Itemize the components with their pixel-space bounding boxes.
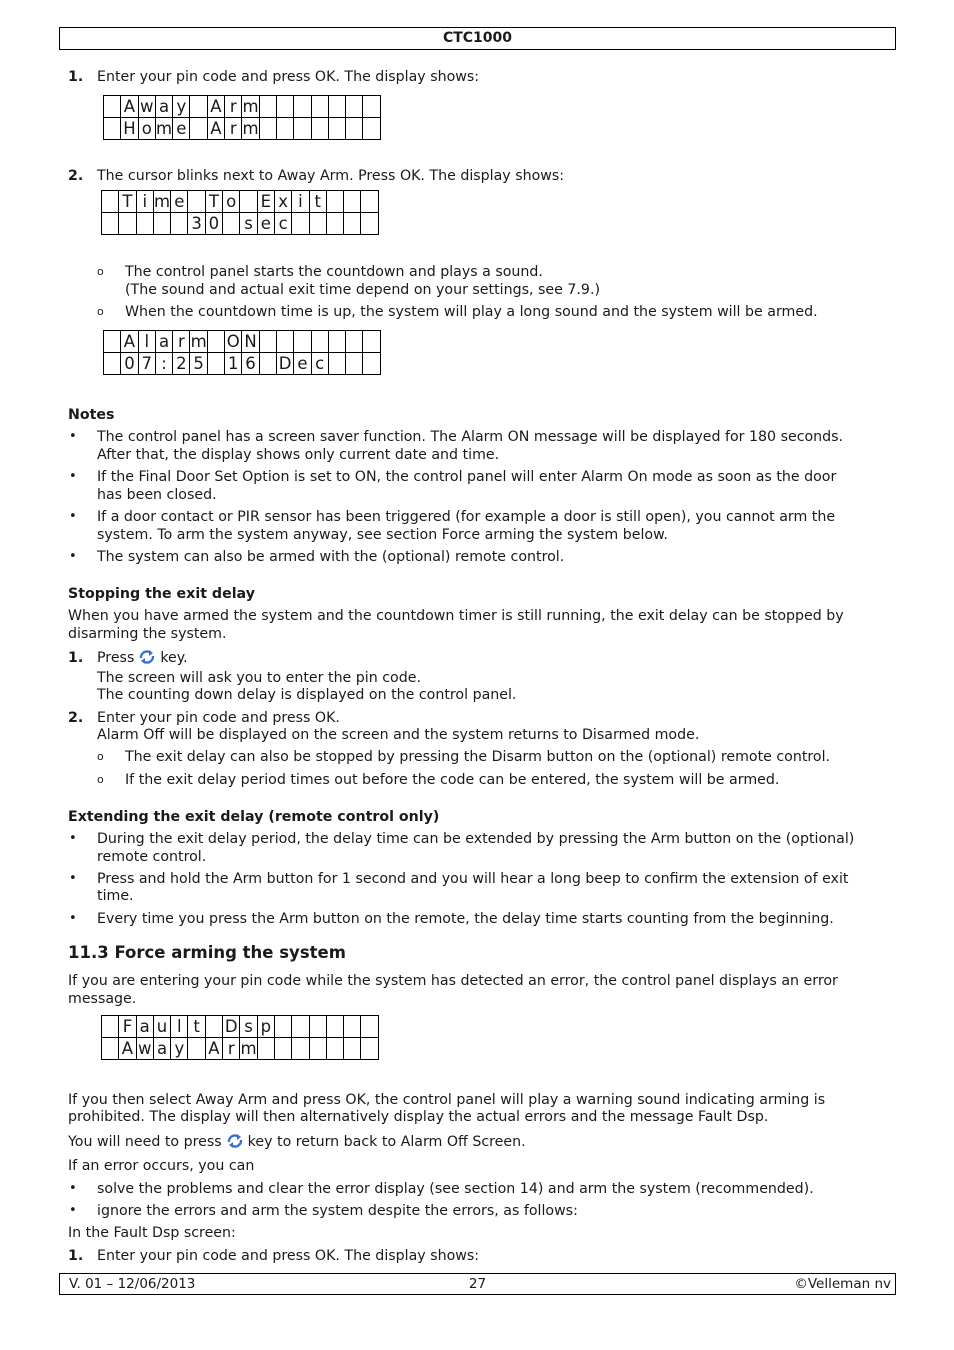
bullet-marker: • <box>69 911 77 926</box>
lcd-cell: A <box>121 331 138 353</box>
lcd-cell: 0 <box>121 353 138 375</box>
lcd-cell: a <box>136 1016 153 1038</box>
paragraph-post: key to return back to Alarm Off Screen. <box>247 1134 526 1150</box>
paragraph: When you have armed the system and the countdown timer is still running, the exit delay can be stopped by <box>68 608 844 624</box>
paragraph-pre: You will need to press <box>68 1134 222 1150</box>
lcd-cell <box>363 331 380 353</box>
lcd-cell <box>344 1016 361 1038</box>
lcd-cell: r <box>223 1038 240 1060</box>
lcd-row <box>104 331 381 353</box>
lcd-row <box>102 213 379 235</box>
lcd-cell <box>328 118 345 140</box>
lcd-cell: c <box>311 353 328 375</box>
lcd-cell <box>311 96 328 118</box>
sub-bullet-marker: o <box>97 750 104 763</box>
lcd-cell: e <box>294 353 311 375</box>
lcd-cell <box>259 118 276 140</box>
lcd-cell <box>346 331 363 353</box>
lcd-cell <box>207 331 224 353</box>
bullet-marker: • <box>69 509 77 524</box>
lcd-cell: o <box>138 118 155 140</box>
bullet-text: solve the problems and clear the error display (see section 14) and arm the system (recommended). <box>97 1181 814 1197</box>
lcd-cell <box>363 353 380 375</box>
lcd-cell: m <box>156 119 173 138</box>
lcd-cell: t <box>309 191 326 213</box>
lcd-cell <box>276 96 293 118</box>
lcd-cell: s <box>240 213 257 235</box>
bullet-marker: • <box>69 831 77 846</box>
sub-bullet-text: When the countdown time is up, the system will play a long sound and the system will be armed. <box>125 304 818 320</box>
bullet-text: Every time you press the Arm button on the remote, the delay time starts counting from the beginning. <box>97 911 834 927</box>
lcd-cell <box>274 1038 291 1060</box>
lcd-row <box>104 118 381 140</box>
step-detail: Alarm Off will be displayed on the screen and the system returns to Disarmed mode. <box>97 727 700 743</box>
header-title: CTC1000 <box>442 30 513 46</box>
footer-copyright: ©Velleman nv <box>794 1276 891 1292</box>
lcd-cell <box>361 1038 378 1060</box>
lcd-cell <box>102 191 119 213</box>
lcd-display-time-to-exit <box>101 190 379 235</box>
lcd-cell <box>171 213 188 235</box>
lcd-cell: A <box>119 1038 136 1060</box>
lcd-cell <box>328 331 345 353</box>
bullet-marker: • <box>69 871 77 886</box>
paragraph <box>68 1133 526 1151</box>
bullet-marker: • <box>69 429 77 444</box>
step-detail: The counting down delay is displayed on the control panel. <box>97 687 517 703</box>
section-heading-stopping: Stopping the exit delay <box>68 586 255 602</box>
lcd-cell <box>104 331 121 353</box>
paragraph: disarming the system. <box>68 626 227 642</box>
lcd-cell <box>294 331 311 353</box>
lcd-cell <box>190 96 207 118</box>
paragraph: If an error occurs, you can <box>68 1158 255 1174</box>
lcd-cell: A <box>207 96 224 118</box>
lcd-cell <box>344 1038 361 1060</box>
lcd-cell <box>363 118 380 140</box>
lcd-cell: 3 <box>188 213 205 235</box>
lcd-cell: O <box>225 331 242 353</box>
bullet-text: During the exit delay period, the delay time can be extended by pressing the Arm button on the (optional) <box>97 831 855 847</box>
lcd-cell: r <box>225 118 242 140</box>
lcd-cell: r <box>173 331 190 353</box>
lcd-cell <box>223 213 240 235</box>
lcd-cell: l <box>171 1016 188 1038</box>
lcd-row <box>102 1016 379 1038</box>
lcd-cell: e <box>257 213 274 235</box>
paragraph: In the Fault Dsp screen: <box>68 1225 236 1241</box>
lcd-cell <box>346 96 363 118</box>
bullet-marker: • <box>69 1203 77 1218</box>
lcd-cell: N <box>242 331 259 353</box>
lcd-row <box>104 96 381 118</box>
lcd-cell <box>276 331 293 353</box>
footer-page-number: 27 <box>468 1276 487 1292</box>
lcd-cell: m <box>240 1039 257 1058</box>
lcd-cell: A <box>207 118 224 140</box>
sub-bullet-marker: o <box>97 305 104 318</box>
lcd-display-alarm-on <box>103 330 381 375</box>
lcd-cell: w <box>139 97 154 116</box>
lcd-cell <box>102 1038 119 1060</box>
lcd-cell <box>309 1038 326 1060</box>
step-text: Enter your pin code and press OK. The display shows: <box>97 69 480 85</box>
bullet-text: Press and hold the Arm button for 1 second and you will hear a long beep to confirm the extension of exit <box>97 871 849 887</box>
lcd-cell: 1 <box>225 353 242 375</box>
lcd-row <box>102 191 379 213</box>
bullet-text: system. To arm the system anyway, see section Force arming the system below. <box>97 527 668 543</box>
lcd-cell <box>292 1016 309 1038</box>
lcd-cell <box>259 353 276 375</box>
lcd-cell: t <box>188 1016 205 1038</box>
lcd-cell <box>292 213 309 235</box>
bullet-text: The system can also be armed with the (optional) remote control. <box>97 549 565 565</box>
lcd-cell: e <box>173 118 190 140</box>
lcd-display-away-home <box>103 95 381 140</box>
lcd-cell <box>240 191 257 213</box>
lcd-cell: m <box>242 119 259 138</box>
bullet-text: remote control. <box>97 849 207 865</box>
lcd-cell <box>294 96 311 118</box>
lcd-cell: E <box>257 191 274 213</box>
lcd-cell: 7 <box>138 353 155 375</box>
lcd-cell <box>309 1016 326 1038</box>
lcd-cell <box>102 213 119 235</box>
lcd-cell: y <box>171 1038 188 1060</box>
footer-version: V. 01 – 12/06/2013 <box>69 1276 196 1292</box>
lcd-cell: m <box>190 332 207 351</box>
lcd-cell: A <box>205 1038 222 1060</box>
refresh-arrows-icon <box>226 1133 244 1149</box>
lcd-cell <box>294 118 311 140</box>
lcd-cell: r <box>225 96 242 118</box>
page-footer <box>59 1273 896 1295</box>
lcd-cell <box>328 96 345 118</box>
bullet-text: has been closed. <box>97 487 217 503</box>
lcd-cell: F <box>119 1016 136 1038</box>
lcd-cell: 6 <box>242 353 259 375</box>
lcd-cell: T <box>205 191 222 213</box>
lcd-cell <box>102 1016 119 1038</box>
section-heading-force-arming: 11.3 Force arming the system <box>68 943 346 962</box>
step-number: 1. <box>68 69 84 85</box>
lcd-cell: 0 <box>205 213 222 235</box>
lcd-cell <box>346 353 363 375</box>
lcd-cell: D <box>223 1016 240 1038</box>
lcd-cell <box>326 1016 343 1038</box>
lcd-cell <box>104 96 121 118</box>
lcd-cell <box>259 331 276 353</box>
lcd-cell: e <box>171 191 188 213</box>
lcd-cell: o <box>223 191 240 213</box>
bullet-marker: • <box>69 1181 77 1196</box>
bullet-marker: • <box>69 469 77 484</box>
bullet-text: ignore the errors and arm the system despite the errors, as follows: <box>97 1203 578 1219</box>
step-text: The cursor blinks next to Away Arm. Press OK. The display shows: <box>97 168 565 184</box>
refresh-arrows-icon <box>138 649 156 665</box>
lcd-cell: a <box>155 331 172 353</box>
lcd-cell <box>188 1038 205 1060</box>
lcd-row <box>104 353 381 375</box>
lcd-cell <box>326 213 343 235</box>
lcd-cell <box>259 96 276 118</box>
step-text-post: key. <box>160 650 188 666</box>
step-text-pre: Press <box>97 650 135 666</box>
lcd-cell <box>190 118 207 140</box>
step-number: 2. <box>68 168 84 184</box>
step-text: Enter your pin code and press OK. The display shows: <box>97 1248 480 1264</box>
lcd-cell <box>328 353 345 375</box>
bullet-text: If a door contact or PIR sensor has been triggered (for example a door is still open), you cannot arm the <box>97 509 836 525</box>
lcd-cell <box>119 213 136 235</box>
notes-heading: Notes <box>68 407 115 423</box>
lcd-cell: 5 <box>190 353 207 375</box>
lcd-cell <box>363 96 380 118</box>
lcd-cell <box>276 118 293 140</box>
sub-bullet-text: If the exit delay period times out before the code can be entered, the system will be armed. <box>125 772 780 788</box>
sub-bullet-marker: o <box>97 265 104 278</box>
lcd-cell: w <box>137 1039 152 1058</box>
lcd-cell: m <box>154 192 171 211</box>
sub-bullet-text: The control panel starts the countdown and plays a sound. <box>125 264 543 280</box>
lcd-cell: H <box>121 118 138 140</box>
lcd-cell <box>344 213 361 235</box>
lcd-cell <box>309 213 326 235</box>
step-text: Enter your pin code and press OK. <box>97 710 340 726</box>
lcd-cell <box>153 213 170 235</box>
lcd-cell: m <box>242 97 259 116</box>
section-heading-extending: Extending the exit delay (remote control only) <box>68 809 440 825</box>
step-number: 2. <box>68 710 84 726</box>
lcd-cell: p <box>257 1016 274 1038</box>
lcd-cell <box>361 191 378 213</box>
lcd-cell <box>344 191 361 213</box>
lcd-cell: i <box>292 191 309 213</box>
lcd-cell: a <box>153 1038 170 1060</box>
lcd-cell <box>311 331 328 353</box>
bullet-text: If the Final Door Set Option is set to ON, the control panel will enter Alarm On mode as soon as the door <box>97 469 837 485</box>
lcd-cell: l <box>138 331 155 353</box>
step-number: 1. <box>68 650 84 666</box>
lcd-cell <box>104 118 121 140</box>
lcd-cell <box>326 191 343 213</box>
lcd-cell: T <box>119 191 136 213</box>
lcd-cell <box>346 118 363 140</box>
lcd-cell: y <box>173 96 190 118</box>
sub-bullet-text: The exit delay can also be stopped by pressing the Disarm button on the (optional) remote control. <box>125 749 831 765</box>
step-text <box>97 649 188 667</box>
lcd-cell <box>274 1016 291 1038</box>
lcd-cell: : <box>155 353 172 375</box>
lcd-row <box>102 1038 379 1060</box>
lcd-cell <box>136 213 153 235</box>
lcd-cell <box>361 1016 378 1038</box>
lcd-cell <box>326 1038 343 1060</box>
bullet-text: After that, the display shows only current date and time. <box>97 447 500 463</box>
paragraph: If you then select Away Arm and press OK, the control panel will play a warning sound indicating arming is <box>68 1092 826 1108</box>
lcd-cell <box>361 213 378 235</box>
lcd-cell: a <box>155 96 172 118</box>
lcd-cell <box>207 353 224 375</box>
lcd-cell <box>311 118 328 140</box>
page-header <box>59 27 896 50</box>
lcd-cell <box>257 1038 274 1060</box>
lcd-cell: D <box>276 353 293 375</box>
step-detail: The screen will ask you to enter the pin code. <box>97 670 421 686</box>
paragraph: message. <box>68 991 137 1007</box>
step-number: 1. <box>68 1248 84 1264</box>
lcd-cell: x <box>274 191 291 213</box>
lcd-cell <box>104 353 121 375</box>
bullet-text: The control panel has a screen saver function. The Alarm ON message will be displayed for 180 seconds. <box>97 429 844 445</box>
lcd-cell: A <box>121 96 138 118</box>
lcd-cell: u <box>153 1016 170 1038</box>
lcd-cell: s <box>240 1016 257 1038</box>
lcd-cell: i <box>136 191 153 213</box>
lcd-cell: 2 <box>173 353 190 375</box>
lcd-display-fault-dsp <box>101 1015 379 1060</box>
bullet-marker: • <box>69 549 77 564</box>
bullet-text: time. <box>97 888 134 904</box>
sub-bullet-marker: o <box>97 773 104 786</box>
lcd-cell <box>188 191 205 213</box>
paragraph: If you are entering your pin code while the system has detected an error, the control panel displays an error <box>68 973 838 989</box>
sub-bullet-text: (The sound and actual exit time depend on your settings, see 7.9.) <box>125 282 600 298</box>
lcd-cell: c <box>274 213 291 235</box>
lcd-cell <box>205 1016 222 1038</box>
lcd-cell <box>292 1038 309 1060</box>
paragraph: prohibited. The display will then alternatively display the actual errors and the message Fault Dsp. <box>68 1109 769 1125</box>
